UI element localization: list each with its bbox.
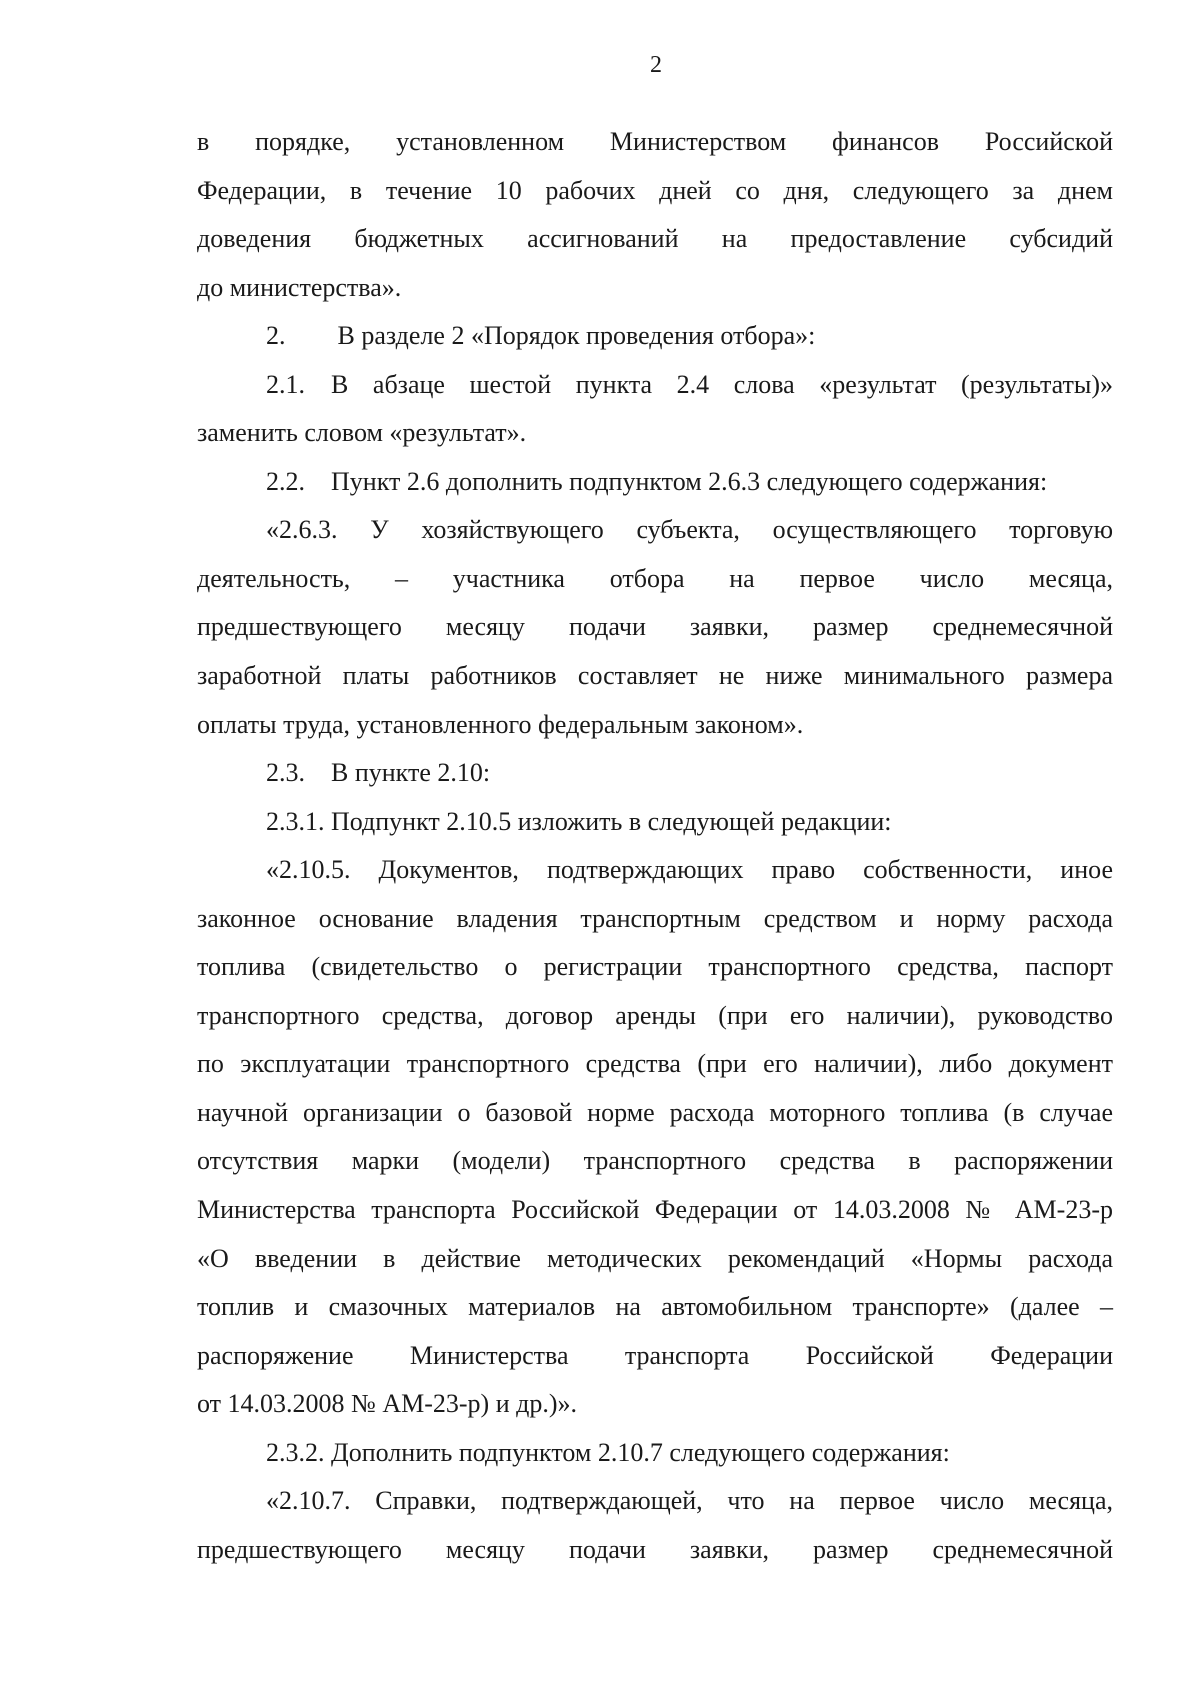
text-line: оплаты труда, установленного федеральным законом».	[197, 709, 804, 739]
text-line: до министерства».	[197, 272, 402, 302]
text-line: 2.2. Пункт 2.6 дополнить подпунктом 2.6.3 следующего содержания:	[266, 466, 1048, 496]
page-number: 2	[650, 52, 662, 78]
text-line: от 14.03.2008 № АМ-23-р) и др.)».	[197, 1389, 577, 1419]
text-line: распоряжение Министерства транспорта Российской Федерации	[197, 1340, 1113, 1370]
text-line: в порядке, установленном Министерством финансов Российской	[197, 127, 1113, 156]
text-line: топлив и смазочных материалов на автомобильном транспорте» (далее –	[197, 1292, 1113, 1322]
text-line: Федерации, в течение 10 рабочих дней со дня, следующего за днем	[197, 175, 1113, 205]
text-line: по эксплуатации транспортного средства (при его наличии), либо документ	[197, 1049, 1113, 1079]
text-line: предшествующего месяцу подачи заявки, размер среднемесячной	[197, 612, 1113, 642]
text-line: 2.1. В абзаце шестой пункта 2.4 слова «результат (результаты)»	[266, 369, 1113, 399]
text-line: 2.3.1. Подпункт 2.10.5 изложить в следующей редакции:	[266, 806, 892, 836]
text-line: доведения бюджетных ассигнований на предоставление субсидий	[197, 224, 1113, 254]
text-line: 2.3. В пункте 2.10:	[266, 758, 491, 788]
text-line: предшествующего месяцу подачи заявки, размер среднемесячной	[197, 1534, 1113, 1564]
text-line: деятельность, – участника отбора на первое число месяца,	[197, 563, 1113, 593]
text-line: 2. В разделе 2 «Порядок проведения отбора»:	[266, 321, 816, 351]
text-line: научной организации о базовой норме расхода моторного топлива (в случае	[197, 1097, 1113, 1127]
text-line: 2.3.2. Дополнить подпунктом 2.10.7 следующего содержания:	[266, 1437, 950, 1467]
text-line: «2.10.7. Справки, подтверждающей, что на первое число месяца,	[266, 1486, 1113, 1516]
text-line: Министерства транспорта Российской Федерации от 14.03.2008 № АМ-23-р	[197, 1195, 1113, 1225]
document-body	[197, 118, 1113, 1574]
text-line: «О введении в действие методических рекомендаций «Нормы расхода	[197, 1243, 1113, 1273]
text-line: заработной платы работников составляет не ниже минимального размера	[197, 661, 1113, 691]
text-line: транспортного средства, договор аренды (при его наличии), руководство	[197, 1000, 1113, 1030]
text-line: топлива (свидетельство о регистрации транспортного средства, паспорт	[197, 952, 1113, 982]
text-line: заменить словом «результат».	[197, 418, 527, 448]
text-line: «2.6.3. У хозяйствующего субъекта, осуществляющего торговую	[266, 515, 1113, 545]
text-line: «2.10.5. Документов, подтверждающих право собственности, иное	[266, 855, 1113, 885]
text-line: отсутствия марки (модели) транспортного средства в распоряжении	[197, 1146, 1113, 1176]
text-line: законное основание владения транспортным средством и норму расхода	[197, 903, 1113, 933]
